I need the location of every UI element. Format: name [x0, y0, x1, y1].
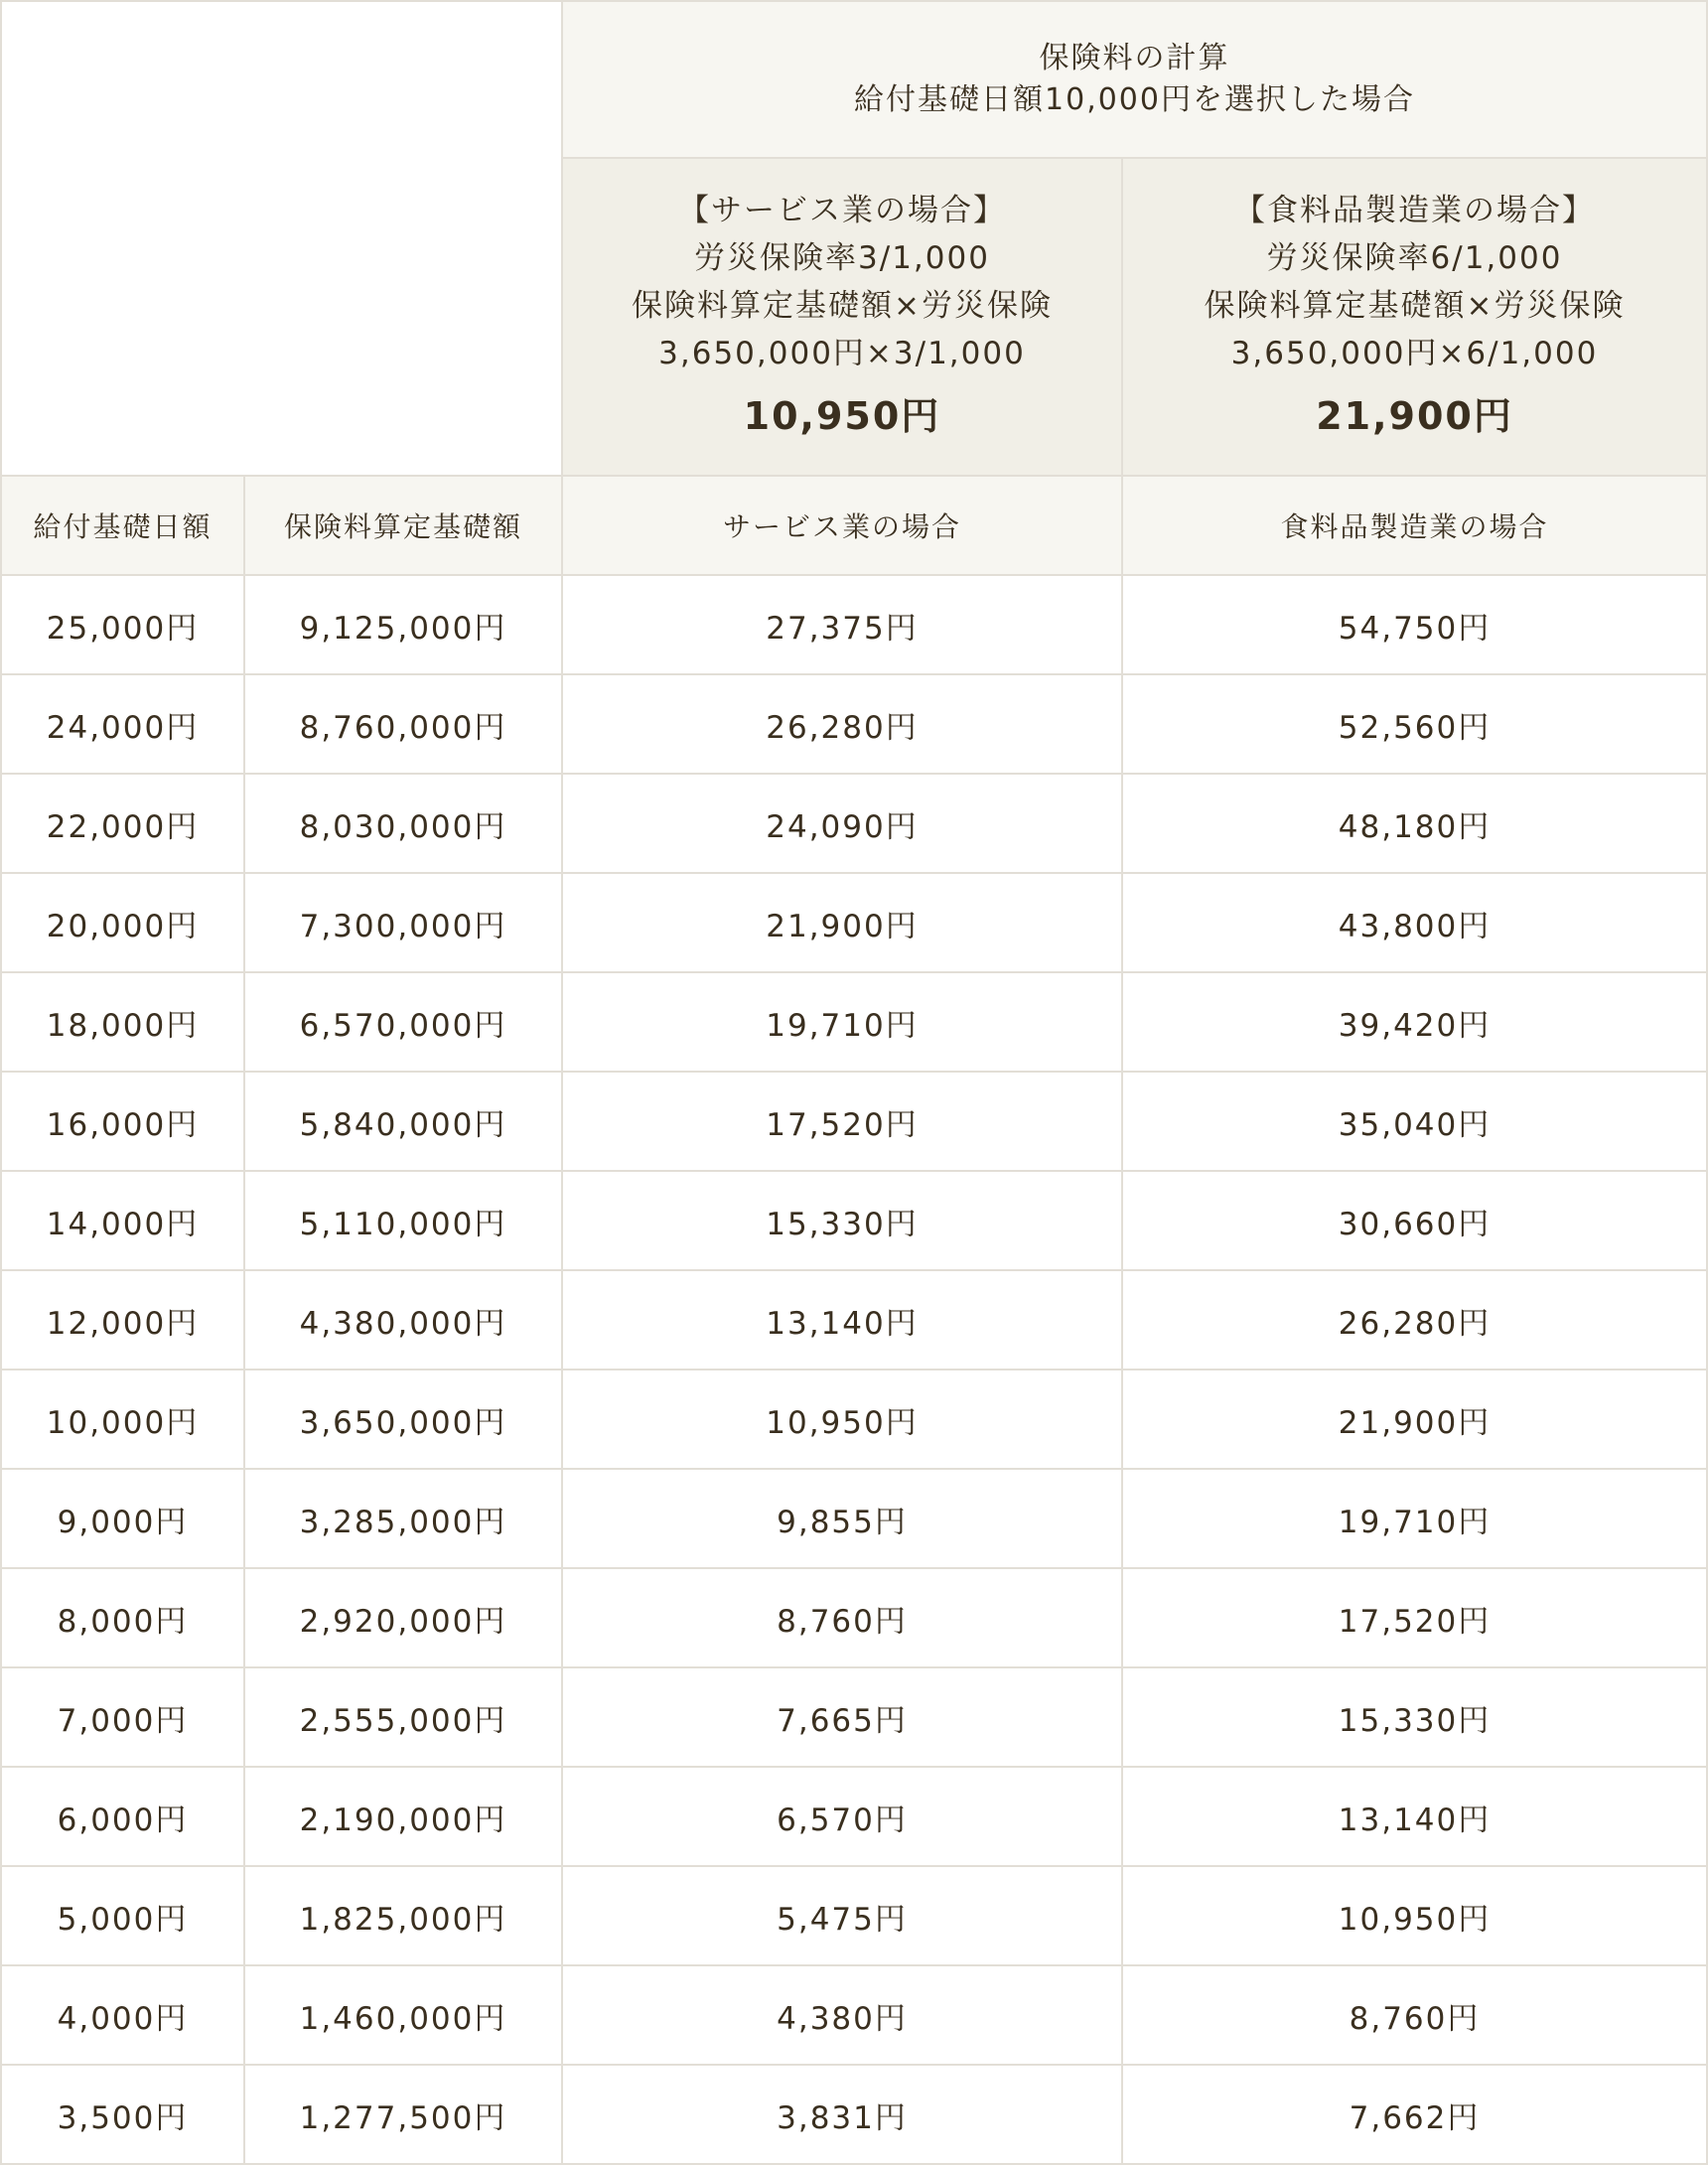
cell-service-premium: 4,380円: [562, 1965, 1122, 2065]
cell-food-premium: 21,900円: [1122, 1370, 1707, 1469]
cell-daily-base: 8,000円: [1, 1568, 244, 1667]
cell-food-premium: 15,330円: [1122, 1667, 1707, 1767]
cell-food-premium: 13,140円: [1122, 1767, 1707, 1866]
service-result: 10,950円: [743, 394, 941, 438]
food-heading: 【食料品製造業の場合】: [1234, 193, 1595, 228]
cell-daily-base: 22,000円: [1, 774, 244, 873]
cell-service-premium: 24,090円: [562, 774, 1122, 873]
cell-service-premium: 21,900円: [562, 873, 1122, 972]
cell-daily-base: 20,000円: [1, 873, 244, 972]
cell-service-premium: 19,710円: [562, 972, 1122, 1072]
cell-food-premium: 10,950円: [1122, 1866, 1707, 1965]
service-expression: 3,650,000円×3/1,000: [658, 336, 1026, 371]
table-row: [1, 674, 1707, 774]
column-header-daily-base: 給付基礎日額: [1, 476, 244, 575]
service-case-cell: [562, 158, 1122, 476]
service-rate: 労災保険率3/1,000: [694, 240, 990, 276]
cell-food-premium: 17,520円: [1122, 1568, 1707, 1667]
table-row: [1, 774, 1707, 873]
cell-base-amount: 2,920,000円: [244, 1568, 562, 1667]
cell-daily-base: 24,000円: [1, 674, 244, 774]
cell-daily-base: 7,000円: [1, 1667, 244, 1767]
table-row: [1, 1171, 1707, 1270]
cell-daily-base: 25,000円: [1, 575, 244, 674]
column-header-row: [1, 476, 1707, 575]
cell-base-amount: 7,300,000円: [244, 873, 562, 972]
food-result: 21,900円: [1316, 394, 1513, 438]
cell-service-premium: 27,375円: [562, 575, 1122, 674]
calc-title-cell: [562, 1, 1707, 158]
cell-base-amount: 6,570,000円: [244, 972, 562, 1072]
table-row: [1, 873, 1707, 972]
cell-base-amount: 2,190,000円: [244, 1767, 562, 1866]
cell-base-amount: 1,277,500円: [244, 2065, 562, 2164]
cell-food-premium: 26,280円: [1122, 1270, 1707, 1370]
cell-daily-base: 16,000円: [1, 1072, 244, 1171]
cell-daily-base: 9,000円: [1, 1469, 244, 1568]
food-expression: 3,650,000円×6/1,000: [1230, 336, 1599, 371]
cell-service-premium: 15,330円: [562, 1171, 1122, 1270]
table-row: [1, 1568, 1707, 1667]
column-header-service: サービス業の場合: [562, 476, 1122, 575]
calc-title-row: [1, 1, 1707, 158]
calc-title-line1: 保険料の計算: [1039, 41, 1230, 75]
cell-food-premium: 52,560円: [1122, 674, 1707, 774]
food-formula: 保険料算定基礎額×労災保険: [1204, 288, 1626, 324]
service-formula: 保険料算定基礎額×労災保険: [632, 288, 1053, 324]
column-header-food: 食料品製造業の場合: [1122, 476, 1707, 575]
cell-base-amount: 4,380,000円: [244, 1270, 562, 1370]
cell-service-premium: 7,665円: [562, 1667, 1122, 1767]
cell-food-premium: 19,710円: [1122, 1469, 1707, 1568]
table-row: [1, 1866, 1707, 1965]
food-rate: 労災保険率6/1,000: [1266, 240, 1563, 276]
food-case-cell: [1122, 158, 1707, 476]
cell-service-premium: 6,570円: [562, 1767, 1122, 1866]
cell-food-premium: 48,180円: [1122, 774, 1707, 873]
cell-base-amount: 3,285,000円: [244, 1469, 562, 1568]
cell-base-amount: 8,030,000円: [244, 774, 562, 873]
cell-base-amount: 9,125,000円: [244, 575, 562, 674]
cell-food-premium: 39,420円: [1122, 972, 1707, 1072]
cell-base-amount: 5,840,000円: [244, 1072, 562, 1171]
table-row: [1, 575, 1707, 674]
blank-corner-cell: [1, 1, 562, 476]
cell-daily-base: 4,000円: [1, 1965, 244, 2065]
cell-food-premium: 30,660円: [1122, 1171, 1707, 1270]
cell-food-premium: 7,662円: [1122, 2065, 1707, 2164]
cell-base-amount: 5,110,000円: [244, 1171, 562, 1270]
cell-daily-base: 14,000円: [1, 1171, 244, 1270]
cell-service-premium: 10,950円: [562, 1370, 1122, 1469]
table-row: [1, 1072, 1707, 1171]
cell-base-amount: 3,650,000円: [244, 1370, 562, 1469]
cell-service-premium: 5,475円: [562, 1866, 1122, 1965]
cell-service-premium: 26,280円: [562, 674, 1122, 774]
table-row: [1, 1767, 1707, 1866]
cell-daily-base: 18,000円: [1, 972, 244, 1072]
calc-title-line2: 給付基礎日額10,000円を選択した場合: [854, 82, 1415, 117]
column-header-base-amount: 保険料算定基礎額: [244, 476, 562, 575]
table-row: [1, 1270, 1707, 1370]
cell-base-amount: 1,825,000円: [244, 1866, 562, 1965]
cell-daily-base: 3,500円: [1, 2065, 244, 2164]
cell-daily-base: 5,000円: [1, 1866, 244, 1965]
cell-service-premium: 17,520円: [562, 1072, 1122, 1171]
cell-food-premium: 54,750円: [1122, 575, 1707, 674]
table-row: [1, 1469, 1707, 1568]
table-row: [1, 972, 1707, 1072]
cell-daily-base: 10,000円: [1, 1370, 244, 1469]
cell-daily-base: 6,000円: [1, 1767, 244, 1866]
cell-food-premium: 35,040円: [1122, 1072, 1707, 1171]
cell-base-amount: 1,460,000円: [244, 1965, 562, 2065]
table-row: [1, 1370, 1707, 1469]
cell-food-premium: 8,760円: [1122, 1965, 1707, 2065]
table-row: [1, 1965, 1707, 2065]
cell-service-premium: 8,760円: [562, 1568, 1122, 1667]
service-heading: 【サービス業の場合】: [678, 193, 1006, 228]
cell-food-premium: 43,800円: [1122, 873, 1707, 972]
cell-service-premium: 3,831円: [562, 2065, 1122, 2164]
cell-base-amount: 2,555,000円: [244, 1667, 562, 1767]
cell-daily-base: 12,000円: [1, 1270, 244, 1370]
cell-base-amount: 8,760,000円: [244, 674, 562, 774]
table-row: [1, 1667, 1707, 1767]
cell-service-premium: 13,140円: [562, 1270, 1122, 1370]
cell-service-premium: 9,855円: [562, 1469, 1122, 1568]
table-row: [1, 2065, 1707, 2164]
